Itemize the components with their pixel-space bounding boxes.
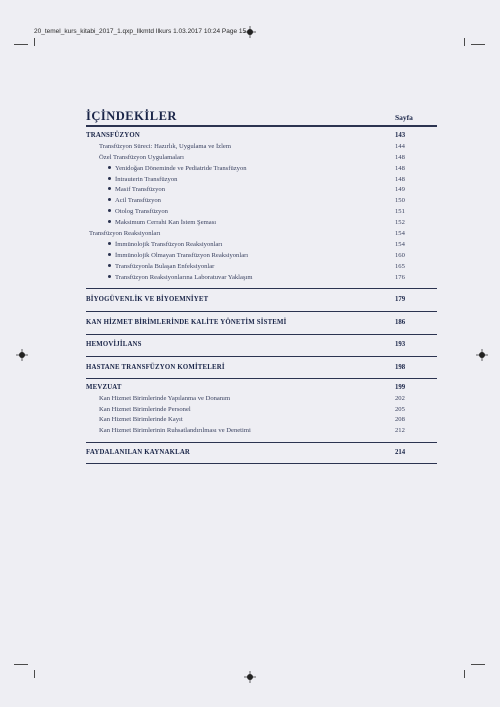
- section-heading: BİYOGÜVENLİK VE BİYOEMNİYET: [86, 296, 209, 303]
- toc-item[interactable]: [0, 197, 500, 207]
- toc-item-label: Transfüzyon Reaksiyonları: [89, 230, 161, 237]
- registration-mark-icon: [244, 671, 256, 683]
- page-number: 150: [395, 197, 405, 204]
- bullet-icon: [108, 187, 111, 190]
- page-number: 176: [395, 274, 405, 281]
- section-heading: MEVZUAT: [86, 384, 122, 391]
- bullet-icon: [108, 275, 111, 278]
- toc-item-label: Transfüzyon Süreci: Hazırlık, Uygulama ve İzlem: [99, 143, 231, 150]
- section-divider: [86, 463, 437, 464]
- toc-item[interactable]: [0, 154, 500, 164]
- bullet-icon: [108, 242, 111, 245]
- toc-section-mevzuat[interactable]: [0, 384, 500, 394]
- bullet-icon: [108, 177, 111, 180]
- toc-section-biyoguvenlik[interactable]: [0, 296, 500, 306]
- page-title: İÇİNDEKİLER: [86, 109, 177, 123]
- section-heading: HEMOVİJİLANS: [86, 341, 142, 348]
- toc-item-label: Transfüzyon Reaksiyonlarına Laboratuvar Yaklaşım: [115, 274, 253, 281]
- crop-mark-icon: [464, 38, 465, 46]
- toc-item-label: Acil Transfüzyon: [115, 197, 161, 204]
- page-number: 151: [395, 208, 405, 215]
- page-number: 148: [395, 176, 405, 183]
- crop-mark-icon: [471, 44, 485, 45]
- bullet-icon: [108, 253, 111, 256]
- page-column-label: Sayfa: [395, 113, 413, 122]
- page-number: 144: [395, 143, 405, 150]
- toc-item-label: Kan Hizmet Birimlerinde Kayıt: [99, 416, 183, 423]
- toc-item-label: Yenidoğan Döneminde ve Pediatride Transfüzyon: [115, 165, 247, 172]
- section-heading: FAYDALANILAN KAYNAKLAR: [86, 449, 191, 456]
- page-number: 199: [395, 384, 406, 391]
- toc-item[interactable]: [0, 241, 500, 251]
- toc-item[interactable]: [0, 274, 500, 284]
- toc-section-hemovijilans[interactable]: [0, 341, 500, 351]
- section-divider: [86, 311, 437, 312]
- crop-mark-icon: [34, 670, 35, 678]
- toc-item[interactable]: [0, 143, 500, 153]
- toc-item-label: Kan Hizmet Birimlerinin Ruhsatlandırılması ve Denetimi: [99, 427, 251, 434]
- toc-item[interactable]: [0, 406, 500, 416]
- page-number: 149: [395, 186, 405, 193]
- title-divider: [86, 125, 437, 127]
- page-number: 208: [395, 416, 405, 423]
- toc-item-label: Kan Hizmet Birimlerinde Personel: [99, 406, 191, 413]
- toc-item[interactable]: [0, 427, 500, 437]
- toc-item[interactable]: [0, 219, 500, 229]
- section-heading: HASTANE TRANSFÜZYON KOMİTELERİ: [86, 364, 225, 371]
- section-heading: TRANSFÜZYON: [86, 132, 140, 139]
- section-divider: [86, 334, 437, 335]
- toc-item[interactable]: [0, 208, 500, 218]
- page-number: 179: [395, 296, 406, 303]
- section-divider: [86, 288, 437, 289]
- page-number: 152: [395, 219, 405, 226]
- crop-mark-icon: [471, 664, 485, 665]
- toc-section-komite[interactable]: [0, 364, 500, 374]
- toc-item[interactable]: [0, 186, 500, 196]
- page-number: 148: [395, 154, 405, 161]
- toc-item[interactable]: [0, 263, 500, 273]
- page-number: 212: [395, 427, 405, 434]
- page-number: 202: [395, 395, 405, 402]
- toc-section-transfuzyon[interactable]: [0, 132, 500, 142]
- bullet-icon: [108, 264, 111, 267]
- toc-item-label: Transfüzyonla Bulaşan Enfeksiyonlar: [115, 263, 215, 270]
- registration-mark-icon: [244, 26, 256, 38]
- crop-mark-icon: [464, 670, 465, 678]
- toc-item[interactable]: [0, 230, 500, 240]
- toc-item[interactable]: [0, 165, 500, 175]
- page-number: 148: [395, 165, 405, 172]
- toc-item-label: Maksimum Cerrahi Kan İstem Şeması: [115, 219, 217, 226]
- toc-item-label: Kan Hizmet Birimlerinde Yapılanma ve Donanım: [99, 395, 231, 402]
- page-number: 186: [395, 319, 406, 326]
- page-number: 165: [395, 263, 405, 270]
- toc-item[interactable]: [0, 176, 500, 186]
- bullet-icon: [108, 209, 111, 212]
- crop-mark-icon: [14, 44, 28, 45]
- toc-item-label: Özel Transfüzyon Uygulamaları: [99, 154, 184, 161]
- toc-item-label: İmmünolojik Olmayan Transfüzyon Reaksiyonları: [115, 252, 249, 259]
- page-number: 154: [395, 241, 405, 248]
- section-divider: [86, 442, 437, 443]
- page-number: 214: [395, 449, 406, 456]
- page-number: 154: [395, 230, 405, 237]
- toc-item[interactable]: [0, 416, 500, 426]
- bullet-icon: [108, 220, 111, 223]
- page-number: 205: [395, 406, 405, 413]
- toc-section-kalite[interactable]: [0, 319, 500, 329]
- toc-item-label: İmmünolojik Transfüzyon Reaksiyonları: [115, 241, 223, 248]
- toc-item-label: İntrauterin Transfüzyon: [115, 176, 178, 183]
- section-divider: [86, 378, 437, 379]
- page-number: 143: [395, 132, 406, 139]
- bullet-icon: [108, 166, 111, 169]
- crop-mark-icon: [14, 664, 28, 665]
- toc-item-label: Otolog Transfüzyon: [115, 208, 168, 215]
- toc-item-label: Masif Transfüzyon: [115, 186, 166, 193]
- toc-item[interactable]: [0, 252, 500, 262]
- page-number: 160: [395, 252, 405, 259]
- bullet-icon: [108, 198, 111, 201]
- section-divider: [86, 356, 437, 357]
- toc-section-kaynaklar[interactable]: [0, 449, 500, 459]
- toc-item[interactable]: [0, 395, 500, 405]
- section-heading: KAN HİZMET BİRİMLERİNDE KALİTE YÖNETİM SİSTEMİ: [86, 319, 287, 326]
- page-number: 198: [395, 364, 406, 371]
- crop-mark-icon: [34, 38, 35, 46]
- print-header-text: 20_temel_kurs_kitabi_2017_1.qxp_Ilkmtd Ilkurs 1.03.2017 10:24 Page 15: [34, 28, 247, 35]
- page-number: 193: [395, 341, 406, 348]
